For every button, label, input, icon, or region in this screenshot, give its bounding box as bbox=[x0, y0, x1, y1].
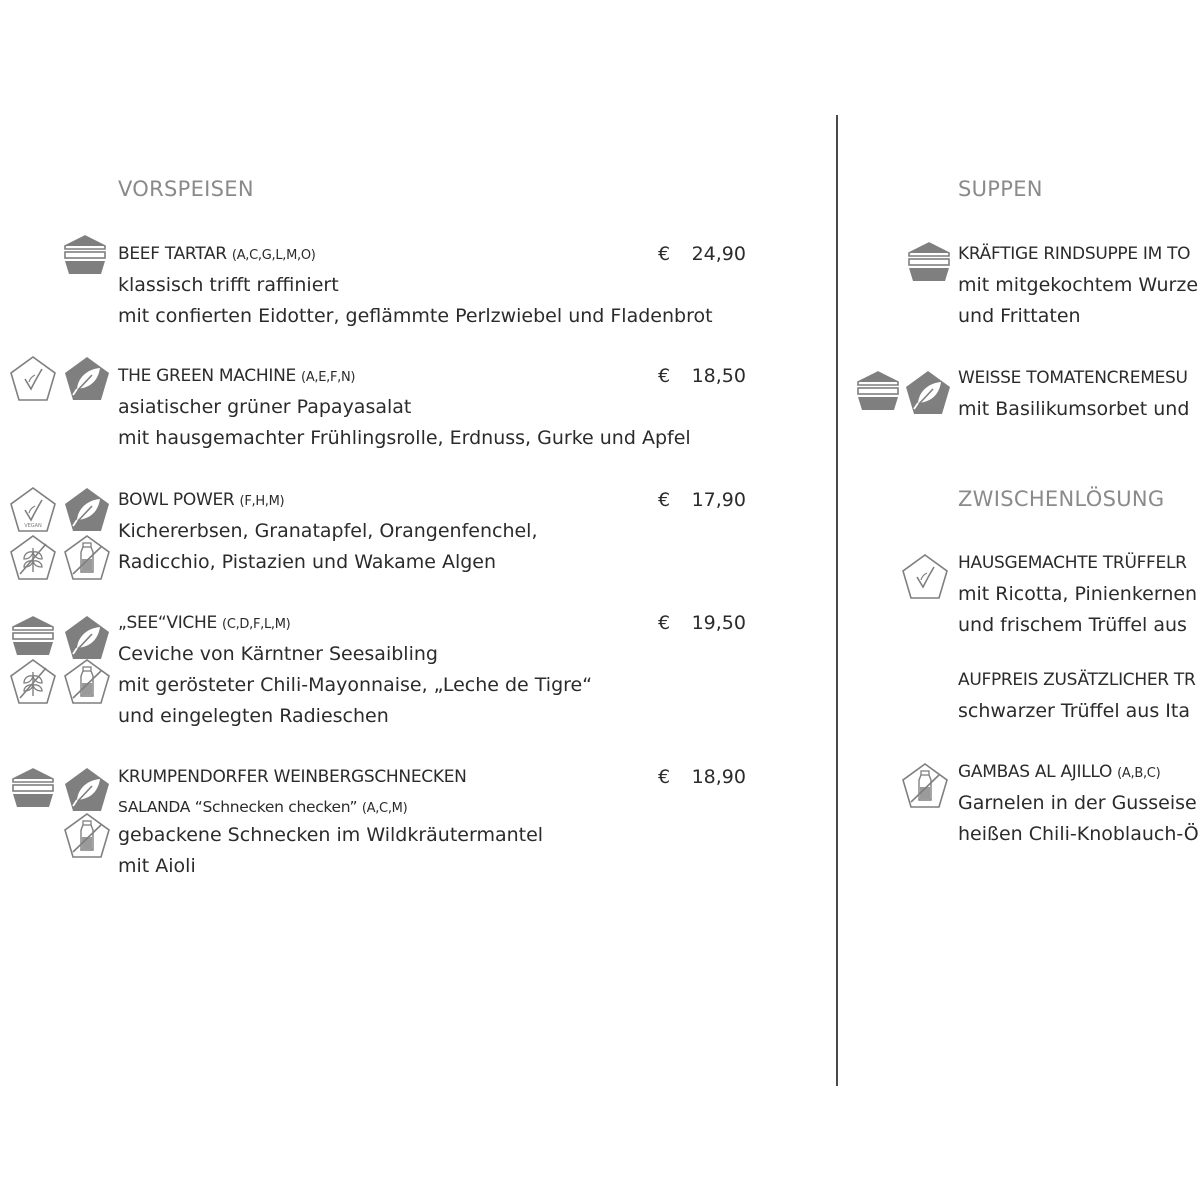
vegetarian-icon bbox=[900, 553, 950, 601]
vegan-label: VEGAN bbox=[24, 523, 42, 529]
item-description: mit confierten Eidotter, geflämmte Perlzwiebel und Fladenbrot bbox=[118, 305, 713, 327]
item-description: Ceviche von Kärntner Seesaibling bbox=[118, 643, 438, 665]
item-allergens: (A,B,C) bbox=[1117, 766, 1161, 781]
item-name: GAMBAS AL AJILLO bbox=[958, 762, 1113, 782]
item-allergens: (C,D,F,L,M) bbox=[222, 617, 291, 632]
no-lactose-icon bbox=[62, 534, 112, 582]
item-allergens: (A,E,F,N) bbox=[301, 370, 356, 385]
item-description: und Frittaten bbox=[958, 305, 1081, 327]
leaf-icon bbox=[62, 766, 112, 814]
no-lactose-icon bbox=[900, 762, 950, 810]
item-description: Kichererbsen, Granatapfel, Orangenfenchel, bbox=[118, 520, 538, 542]
item-description: mit Ricotta, Pinienkernen bbox=[958, 583, 1198, 605]
item-description: asiatischer grüner Papayasalat bbox=[118, 396, 412, 418]
column-divider bbox=[836, 115, 838, 1086]
item-allergens: (A,C,G,L,M,O) bbox=[231, 248, 316, 263]
currency-symbol: € bbox=[658, 243, 671, 265]
item-name: „SEE“VICHE bbox=[118, 613, 217, 633]
price-amount: 17,90 bbox=[691, 489, 746, 511]
leaf-icon bbox=[62, 486, 112, 534]
no-lactose-icon bbox=[62, 812, 112, 860]
item-description: heißen Chili-Knoblauch-Ö bbox=[958, 823, 1199, 845]
item-allergens: (F,H,M) bbox=[239, 494, 285, 509]
currency-symbol: € bbox=[658, 365, 671, 387]
meat-icon bbox=[904, 240, 954, 288]
meat-icon bbox=[853, 369, 903, 417]
item-description: schwarzer Trüffel aus Ita bbox=[958, 700, 1190, 722]
item-name: WEISSE TOMATENCREMESU bbox=[958, 368, 1188, 388]
item-name: THE GREEN MACHINE bbox=[118, 366, 296, 386]
section-heading-vorspeisen: VORSPEISEN bbox=[118, 177, 254, 201]
item-description: mit hausgemachter Frühlingsrolle, Erdnuss, Gurke und Apfel bbox=[118, 427, 691, 449]
item-description: und frischem Trüffel aus bbox=[958, 614, 1187, 636]
item-description: gebackene Schnecken im Wildkräutermantel bbox=[118, 824, 544, 846]
leaf-icon bbox=[62, 355, 112, 403]
price-amount: 18,90 bbox=[691, 766, 746, 788]
item-description: und eingelegten Radieschen bbox=[118, 705, 389, 727]
item-description: mit Basilikumsorbet und bbox=[958, 398, 1190, 420]
item-description: klassisch trifft raffiniert bbox=[118, 274, 339, 296]
leaf-icon bbox=[903, 369, 953, 417]
item-name: AUFPREIS ZUSÄTZLICHER TR bbox=[958, 670, 1196, 690]
item-name: KRUMPENDORFER WEINBERGSCHNECKEN bbox=[118, 767, 467, 787]
no-lactose-icon bbox=[62, 658, 112, 706]
price-amount: 24,90 bbox=[691, 243, 746, 265]
item-description: mit mitgekochtem Wurze bbox=[958, 274, 1199, 296]
no-gluten-icon bbox=[8, 658, 58, 706]
item-description: mit Aioli bbox=[118, 855, 196, 877]
item-description: mit gerösteter Chili-Mayonnaise, „Leche de Tigre“ bbox=[118, 674, 593, 696]
item-name: KRÄFTIGE RINDSUPPE IM TO bbox=[958, 244, 1191, 264]
price-amount: 19,50 bbox=[691, 612, 746, 634]
vegetarian-icon bbox=[8, 355, 58, 403]
item-allergens: (A,C,M) bbox=[361, 801, 408, 816]
no-gluten-icon bbox=[8, 534, 58, 582]
meat-icon bbox=[8, 614, 58, 662]
currency-symbol: € bbox=[658, 489, 671, 511]
item-description: Radicchio, Pistazien und Wakame Algen bbox=[118, 551, 497, 573]
item-subname: SALANDA “Schnecken checken” bbox=[118, 798, 358, 816]
item-name: BEEF TARTAR bbox=[118, 244, 227, 264]
currency-symbol: € bbox=[658, 766, 671, 788]
price-amount: 18,50 bbox=[691, 365, 746, 387]
vegan-icon bbox=[8, 486, 58, 534]
currency-symbol: € bbox=[658, 612, 671, 634]
item-name: BOWL POWER bbox=[118, 490, 235, 510]
leaf-icon bbox=[62, 614, 112, 662]
item-description: Garnelen in der Gusseise bbox=[958, 792, 1197, 814]
meat-icon bbox=[60, 233, 110, 281]
section-heading-suppen: SUPPEN bbox=[958, 177, 1043, 201]
item-name: HAUSGEMACHTE TRÜFFELR bbox=[958, 553, 1187, 573]
section-heading-zwischenloesung: ZWISCHENLÖSUNG bbox=[958, 487, 1165, 511]
meat-icon bbox=[8, 766, 58, 814]
